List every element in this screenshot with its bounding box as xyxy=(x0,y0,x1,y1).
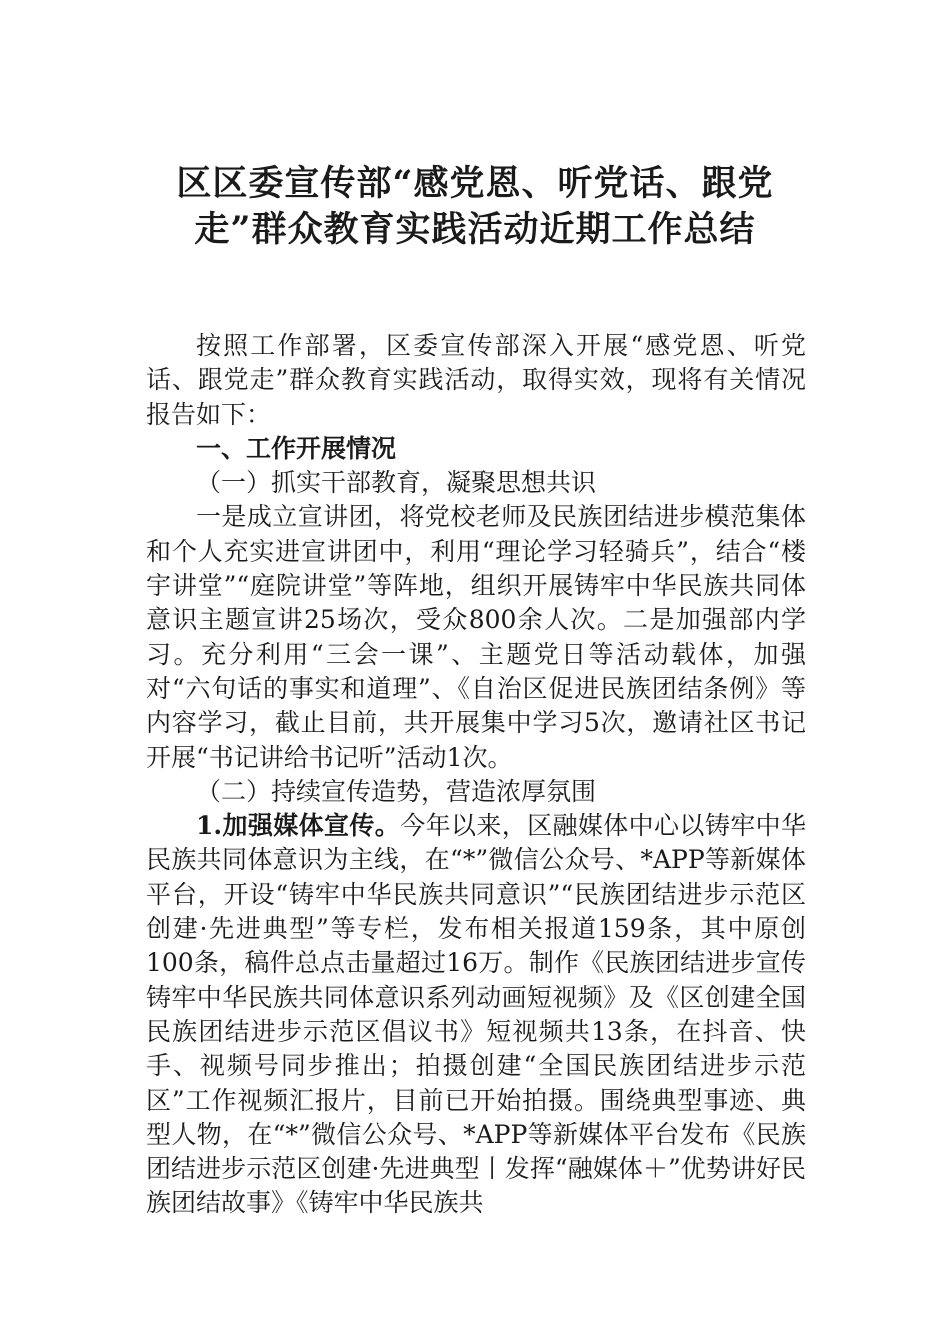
item-lead: 1.加强媒体宣传。 xyxy=(196,811,401,841)
subsection-heading: （一）抓实干部教育，凝聚思想共识 xyxy=(196,468,597,498)
body-paragraph: 一是成立宣讲团，将党校老师及民族团结进步模范集体和个人充实进宣讲团中，利用“理论学习轻骑兵”，结合“楼宇讲堂”“庭院讲堂”等阵地，组织开展铸牢中华民族共同体意识主题宣讲25场次，受众800余人次。二是加强部内学习。充分利用“三会一课”、主题党日等活动载体，加强对“六句话的事实和道理”、《自治区促进民族团结条例》等内容学习，截止目前，共开展集中学习5次，邀请社区书记开展“书记讲给书记听”活动1次。 xyxy=(146,502,806,772)
body-paragraph xyxy=(146,809,806,1221)
item-text: 今年以来，区融媒体中心以铸牢中华民族共同体意识为主线，在“*”微信公众号、*APP等新媒体平台，开设“铸牢中华民族共同意识”“民族团结进步示范区创建·先进典型”等专栏，发布相关报道159条，其中原创100条，稿件总点击量超过16万。制作《民族团结进步宣传铸牢中华民族共同体意识系列动画短视频》及《区创建全国民族团结进步示范区倡议书》短视频共13条，在抖音、快手、视频号同步推出；拍摄创建“全国民族团结进步示范区”工作视频汇报片，目前已开始拍摄。围绕典型事迹、典型人物，在“*”微信公众号、*APP等新媒体平台发布《民族团结进步示范区创建·先进典型丨发挥“融媒体＋”优势讲好民族团结故事》《铸牢中华民族共 xyxy=(146,811,806,1218)
subsection-heading: （二）持续宣传造势，营造浓厚氛围 xyxy=(196,776,597,806)
document-title-line-1: 区区委宣传部“感党恩、听党话、跟党 xyxy=(176,163,774,204)
section-heading: 一、工作开展情况 xyxy=(196,433,397,463)
intro-paragraph: 按照工作部署，区委宣传部深入开展“感党恩、听党话、跟党走”群众教育实践活动，取得实效，现将有关情况报告如下： xyxy=(146,331,806,429)
document-body xyxy=(146,329,806,1221)
document-title-line-2: 走”群众教育实践活动近期工作总结 xyxy=(194,209,756,250)
